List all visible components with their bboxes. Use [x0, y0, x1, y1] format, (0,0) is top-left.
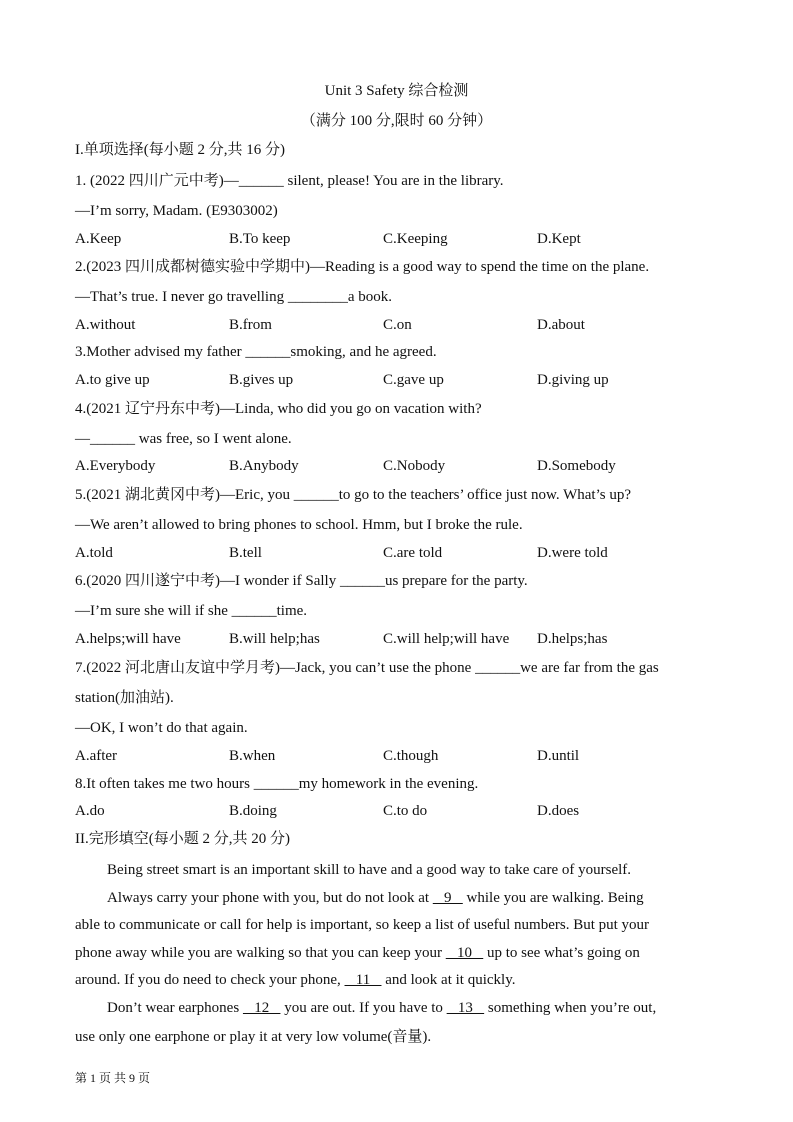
- q8-option-d[interactable]: D.does: [537, 803, 580, 819]
- passage-paragraph-2-line-2: able to communicate or call for help is important, so keep a list of useful numbers. But put your: [75, 917, 650, 933]
- q2-options: [75, 316, 718, 334]
- q6-stem: 6.(2020 四川遂宁中考)—I wonder if Sally ______us prepare for the party.: [75, 573, 528, 589]
- q6-response: —I’m sure she will if she ______time.: [75, 603, 308, 619]
- passage-paragraph-3-line-2: use only one earphone or play it at very low volume(音量).: [75, 1029, 432, 1045]
- passage-paragraph-1: Being street smart is an important skill to have and a good way to take care of yourself.: [107, 862, 632, 878]
- page-number: 第 1 页 共 9 页: [75, 1071, 151, 1085]
- passage-paragraph-2-line-4: [75, 971, 515, 989]
- q5-option-a[interactable]: A.told: [75, 545, 113, 561]
- q2-option-a[interactable]: A.without: [75, 317, 136, 333]
- section-1-heading: I.单项选择(每小题 2 分,共 16 分): [75, 142, 285, 158]
- q5-options: [75, 544, 718, 562]
- passage-paragraph-2-line-3: [75, 944, 718, 962]
- q5-stem: 5.(2021 湖北黄冈中考)—Eric, you ______to go to the teachers’ office just now. What’s up?: [75, 487, 632, 503]
- q6-option-b[interactable]: B.will help;has: [229, 631, 320, 647]
- q8-option-b[interactable]: B.doing: [229, 803, 277, 819]
- q4-option-c[interactable]: C.Nobody: [383, 458, 446, 474]
- q1-option-b[interactable]: B.To keep: [229, 231, 291, 247]
- q4-stem: 4.(2021 辽宁丹东中考)—Linda, who did you go on vacation with?: [75, 401, 482, 417]
- q5-response: —We aren’t allowed to bring phones to school. Hmm, but I broke the rule.: [75, 517, 523, 533]
- q3-option-b[interactable]: B.gives up: [229, 372, 294, 388]
- passage-text: phone away while you are walking so that you can keep your: [75, 945, 446, 961]
- q1-stem: 1. (2022 四川广元中考)—______ silent, please! You are in the library.: [75, 173, 504, 189]
- passage-paragraph-2-line-1: [107, 889, 644, 907]
- passage-text: while you are walking. Being: [462, 890, 644, 906]
- passage-text: Always carry your phone with you, but do not look at: [107, 890, 433, 906]
- q1-options: [75, 230, 718, 248]
- q5-option-b[interactable]: B.tell: [229, 545, 262, 561]
- q1-response: —I’m sorry, Madam. (E9303002): [75, 203, 278, 219]
- blank-13[interactable]: 13: [446, 1000, 485, 1016]
- blank-12[interactable]: 12: [242, 1000, 281, 1016]
- q4-option-a[interactable]: A.Everybody: [75, 458, 156, 474]
- q1-option-c[interactable]: C.Keeping: [383, 231, 448, 247]
- q6-options: [75, 630, 718, 648]
- q3-stem: 3.Mother advised my father ______smoking, and he agreed.: [75, 344, 437, 360]
- passage-text: you are out. If you have to: [280, 1000, 447, 1016]
- q4-options: [75, 457, 718, 475]
- q5-option-c[interactable]: C.are told: [383, 545, 443, 561]
- passage-text: Don’t wear earphones: [107, 1000, 243, 1016]
- q2-option-c[interactable]: C.on: [383, 317, 412, 333]
- q5-option-d[interactable]: D.were told: [537, 545, 608, 561]
- passage-text: around. If you do need to check your phone,: [75, 972, 345, 988]
- passage-text: and look at it quickly.: [381, 972, 516, 988]
- q2-option-d[interactable]: D.about: [537, 317, 585, 333]
- q4-option-b[interactable]: B.Anybody: [229, 458, 299, 474]
- q7-option-d[interactable]: D.until: [537, 748, 580, 764]
- q8-stem: 8.It often takes me two hours ______my homework in the evening.: [75, 776, 479, 792]
- q3-option-c[interactable]: C.gave up: [383, 372, 444, 388]
- q7-options: [75, 747, 718, 765]
- blank-10[interactable]: 10: [445, 945, 484, 961]
- q4-option-d[interactable]: D.Somebody: [537, 458, 616, 474]
- q7-option-b[interactable]: B.when: [229, 748, 276, 764]
- q7-stem-continued: station(加油站).: [75, 690, 174, 706]
- q7-option-c[interactable]: C.though: [383, 748, 439, 764]
- q3-option-a[interactable]: A.to give up: [75, 372, 150, 388]
- page-title: Unit 3 Safety 综合检测: [324, 83, 469, 99]
- q2-option-b[interactable]: B.from: [229, 317, 272, 333]
- section-2-heading: II.完形填空(每小题 2 分,共 20 分): [75, 831, 290, 847]
- q2-stem: 2.(2023 四川成都树德实验中学期中)—Reading is a good way to spend the time on the plane.: [75, 259, 650, 275]
- page-subtitle: （满分 100 分,限时 60 分钟）: [300, 113, 493, 129]
- q8-option-a[interactable]: A.do: [75, 803, 105, 819]
- q7-response: —OK, I won’t do that again.: [75, 720, 248, 736]
- q1-option-d[interactable]: D.Kept: [537, 231, 581, 247]
- q3-option-d[interactable]: D.giving up: [537, 372, 609, 388]
- blank-11[interactable]: 11: [344, 972, 382, 988]
- passage-paragraph-3-line-1: [107, 999, 656, 1017]
- q8-options: [75, 802, 718, 820]
- q7-stem: 7.(2022 河北唐山友谊中学月考)—Jack, you can’t use the phone ______we are far from the gas: [75, 660, 659, 676]
- blank-9[interactable]: 9: [432, 890, 463, 906]
- q3-options: [75, 371, 718, 389]
- q6-option-c[interactable]: C.will help;will have: [383, 631, 510, 647]
- q6-option-d[interactable]: D.helps;has: [537, 631, 608, 647]
- q2-response: —That’s true. I never go travelling ________a book.: [75, 289, 393, 305]
- q8-option-c[interactable]: C.to do: [383, 803, 428, 819]
- passage-text: up to see what’s going on: [483, 945, 640, 961]
- q6-option-a[interactable]: A.helps;will have: [75, 631, 181, 647]
- q1-option-a[interactable]: A.Keep: [75, 231, 122, 247]
- passage-text: something when you’re out,: [484, 1000, 657, 1016]
- q7-option-a[interactable]: A.after: [75, 748, 118, 764]
- q4-response: —______ was free, so I went alone.: [75, 431, 292, 447]
